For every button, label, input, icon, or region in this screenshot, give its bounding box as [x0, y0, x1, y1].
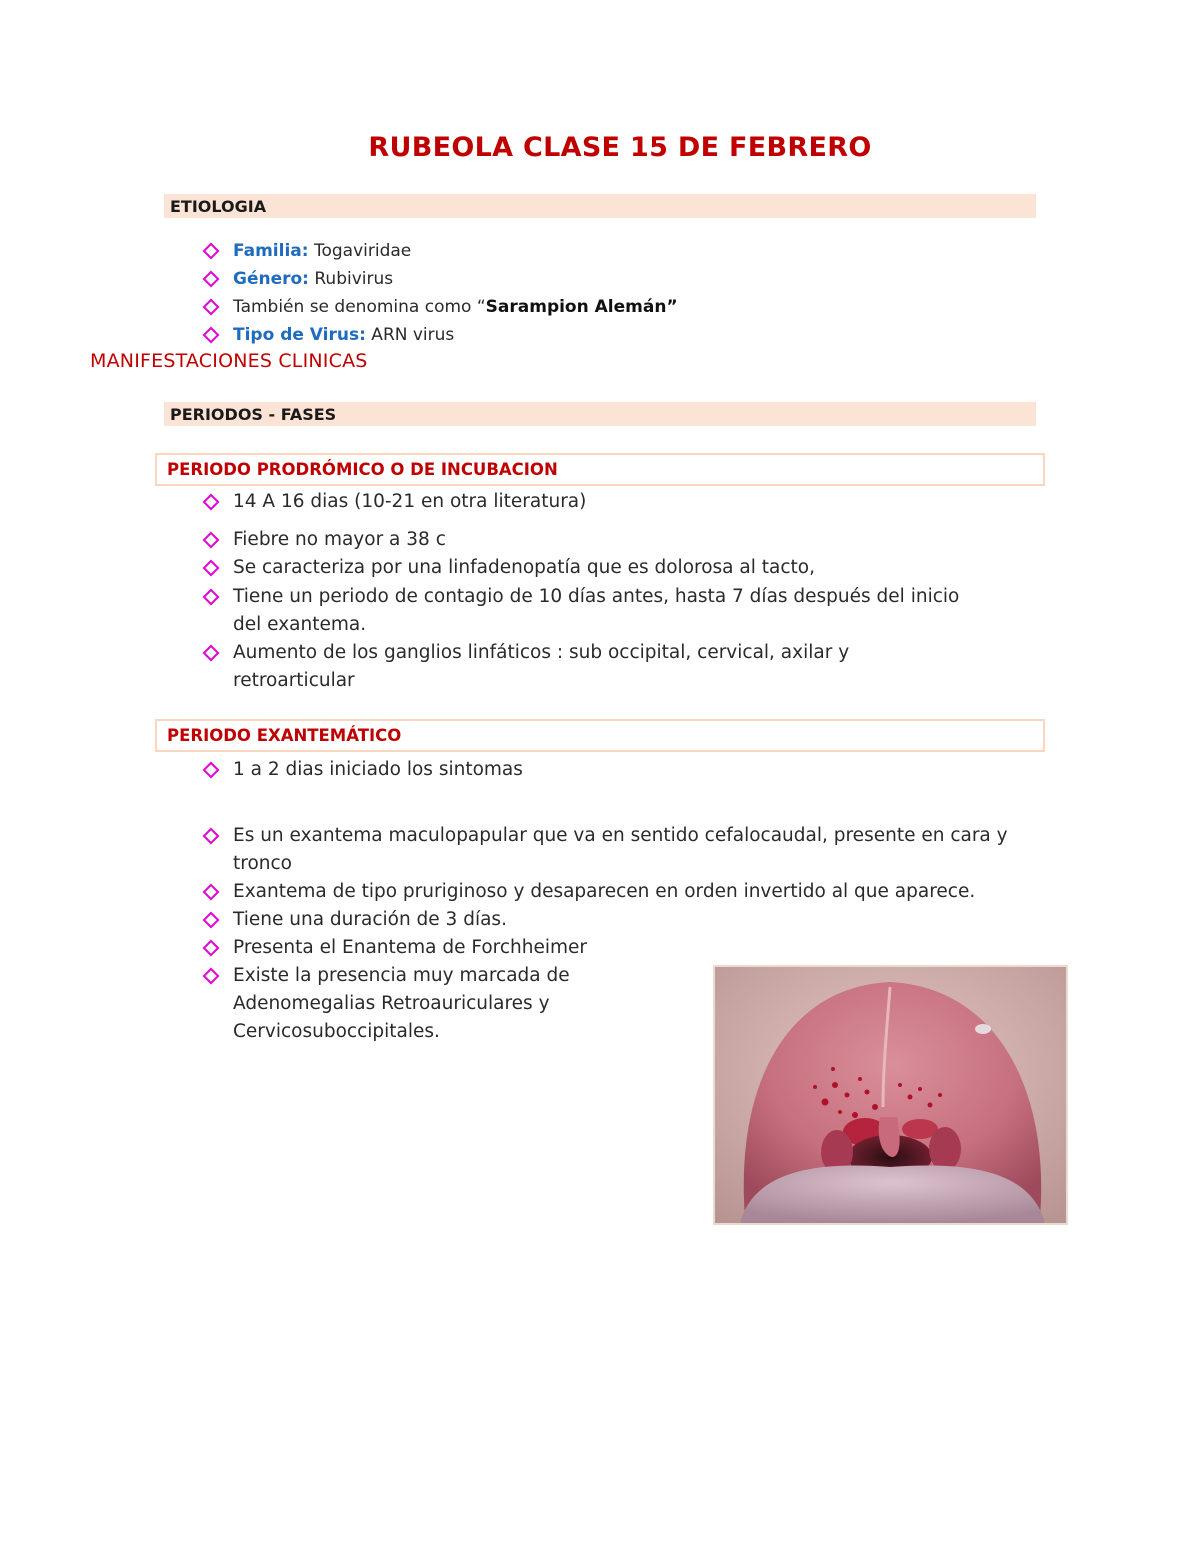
diamond-bullet-icon: [203, 560, 220, 577]
diamond-bullet-icon: [203, 912, 220, 929]
list-item: [200, 756, 1093, 784]
diamond-bullet-icon: [203, 645, 220, 662]
denominacion-prefix: También se denomina como “: [233, 297, 486, 317]
item-text: Es un exantema maculopapular que va en sentido cefalocaudal, presente en cara y tronco: [233, 825, 1008, 874]
diamond-bullet-icon: [203, 940, 220, 957]
diamond-bullet-icon: [203, 762, 220, 779]
item-text: Se caracteriza por una linfadenopatía que es dolorosa al tacto,: [233, 557, 815, 578]
item-text: 1 a 2 dias iniciado los sintomas: [233, 759, 523, 780]
diamond-bullet-icon: [203, 884, 220, 901]
diamond-bullet-icon: [203, 271, 220, 288]
item-text: Exantema de tipo pruriginoso y desaparecen en orden invertido al que aparece.: [233, 881, 976, 902]
familia-value: Togaviridae: [308, 241, 412, 261]
list-item: [200, 488, 1093, 516]
denominacion-suffix: ”: [666, 297, 678, 317]
familia-label: Familia:: [233, 241, 309, 261]
manifestaciones-heading: MANIFESTACIONES CLINICAS: [90, 350, 368, 372]
list-item: [200, 583, 993, 639]
diamond-bullet-icon: [203, 532, 220, 549]
prodromico-header: PERIODO PRODRÓMICO O DE INCUBACION: [155, 453, 1045, 486]
item-text: Fiebre no mayor a 38 c: [233, 529, 446, 550]
item-text: 14 A 16 dias (10-21 en otra literatura): [233, 491, 587, 512]
diamond-bullet-icon: [203, 299, 220, 316]
diamond-bullet-icon: [203, 327, 220, 344]
diamond-bullet-icon: [203, 828, 220, 845]
diamond-bullet-icon: [203, 968, 220, 985]
list-item: [200, 934, 1093, 962]
list-item: [200, 237, 411, 265]
item-text: Aumento de los ganglios linfáticos : sub occipital, cervical, axilar y retroarticular: [233, 642, 850, 691]
etiologia-header: ETIOLOGIA: [164, 194, 1036, 218]
forchheimer-enanthem-photo: [713, 965, 1068, 1225]
list-item: [200, 639, 933, 695]
list-item: [200, 265, 393, 293]
diamond-bullet-icon: [203, 494, 220, 511]
denominacion-name: Sarampion Alemán: [485, 297, 667, 317]
genero-value: Rubivirus: [308, 269, 394, 289]
list-item: [200, 526, 1093, 554]
tipo-virus-value: ARN virus: [365, 325, 455, 345]
list-item: [200, 554, 1093, 582]
item-text: Tiene una duración de 3 días.: [233, 909, 507, 930]
diamond-bullet-icon: [203, 243, 220, 260]
item-text: Presenta el Enantema de Forchheimer: [233, 937, 588, 958]
list-item: [200, 906, 1093, 934]
periodos-header: PERIODOS - FASES: [164, 402, 1036, 426]
list-item: [200, 962, 653, 1046]
diamond-bullet-icon: [203, 589, 220, 606]
genero-label: Género:: [233, 269, 309, 289]
item-text: Existe la presencia muy marcada de Adenomegalias Retroauriculares y Cervicosuboccipitales.: [233, 965, 570, 1042]
list-item: [200, 822, 1013, 878]
page-title: RUBEOLA CLASE 15 DE FEBRERO: [368, 132, 872, 163]
item-text: Tiene un periodo de contagio de 10 días antes, hasta 7 días después del inicio del exantema.: [233, 586, 960, 635]
list-item: [200, 878, 1133, 906]
list-item: [200, 321, 454, 349]
tipo-virus-label: Tipo de Virus:: [233, 325, 366, 345]
exantematico-header: PERIODO EXANTEMÁTICO: [155, 719, 1045, 752]
list-item: [200, 293, 678, 321]
